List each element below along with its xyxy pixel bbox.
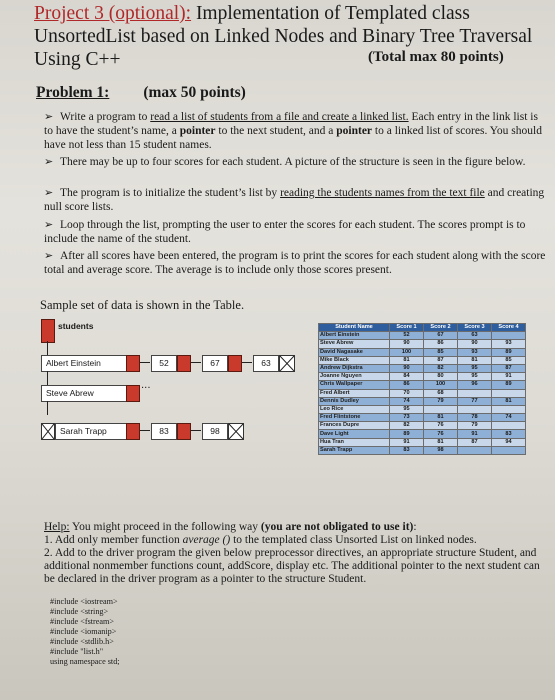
table-row <box>319 414 526 422</box>
code-line: #include <iostream> <box>50 597 118 606</box>
table-header: Score 2 <box>424 324 458 332</box>
connector <box>47 401 48 415</box>
project-title-label: Project 3 (optional): <box>34 3 192 24</box>
score-cell <box>492 405 526 413</box>
student-node <box>41 385 127 402</box>
help-item-1-function: average () <box>182 534 231 546</box>
table-row <box>319 332 526 340</box>
arrow-icon: ➢ <box>44 218 54 231</box>
table-row <box>319 348 526 356</box>
score-cell: 63 <box>458 332 492 340</box>
score-node: 63 <box>253 355 279 372</box>
next-pointer-box <box>228 355 242 372</box>
score-cell: 89 <box>492 348 526 356</box>
score-cell: 85 <box>492 356 526 364</box>
score-cell: 81 <box>458 356 492 364</box>
score-cell: 81 <box>390 356 424 364</box>
score-cell: 52 <box>390 332 424 340</box>
bullet-4-text: Loop through the list, prompting the user to enter the scores for each student. The scores prompt is to include the name of the student. <box>44 219 526 245</box>
code-line: using namespace std; <box>50 657 120 666</box>
help-colon: : <box>413 521 417 533</box>
score-cell: 90 <box>390 364 424 372</box>
bullet-1 <box>44 110 549 152</box>
score-cell: 68 <box>424 389 458 397</box>
project-title-text: Implementation of Templated class UnsortedList based on Linked Nodes and Binary Tree Traversal Using C++ <box>34 3 533 70</box>
problem-heading <box>36 84 246 102</box>
bullet-1-bold-a: pointer <box>179 125 216 137</box>
score-cell: 89 <box>492 381 526 389</box>
score-cell: 90 <box>390 340 424 348</box>
table-header: Score 1 <box>390 324 424 332</box>
help-label: Help: <box>44 521 70 533</box>
score-cell: 67 <box>424 332 458 340</box>
student-name-cell: Sarah Trapp <box>319 446 390 454</box>
student-name-cell: Mike Black <box>319 356 390 364</box>
code-line: #include <fstream> <box>50 617 115 626</box>
table-header: Student Name <box>319 324 390 332</box>
score-cell: 95 <box>390 405 424 413</box>
score-node: 52 <box>151 355 177 372</box>
score-cell <box>424 405 458 413</box>
score-cell: 79 <box>424 397 458 405</box>
score-cell: 85 <box>424 348 458 356</box>
connector <box>242 362 252 363</box>
score-cell: 73 <box>390 414 424 422</box>
table-row <box>319 446 526 454</box>
score-cell: 89 <box>390 430 424 438</box>
help-item-1-post: to the templated class Unsorted List on linked nodes. <box>230 534 477 546</box>
connector <box>140 430 150 431</box>
score-cell <box>492 446 526 454</box>
score-cell <box>492 332 526 340</box>
score-cell: 82 <box>424 364 458 372</box>
score-cell: 76 <box>424 422 458 430</box>
score-cell: 96 <box>458 381 492 389</box>
student-name-cell: Dennis Dudley <box>319 397 390 405</box>
code-block <box>50 597 120 667</box>
help-heading <box>44 521 549 534</box>
score-cell: 70 <box>390 389 424 397</box>
score-cell: 76 <box>424 430 458 438</box>
table-row <box>319 422 526 430</box>
score-cell: 94 <box>492 438 526 446</box>
score-cell: 81 <box>424 438 458 446</box>
table-row <box>319 356 526 364</box>
student-name-cell: Fred Albert <box>319 389 390 397</box>
arrow-icon: ➢ <box>44 110 54 123</box>
score-node: 83 <box>151 423 177 440</box>
table-body <box>319 332 526 455</box>
score-cell <box>458 389 492 397</box>
table-row <box>319 430 526 438</box>
score-cell: 74 <box>492 414 526 422</box>
code-line: #include <string> <box>50 607 109 616</box>
ellipsis-icon: ··· <box>141 383 151 394</box>
arrow-icon: ➢ <box>44 155 54 168</box>
bullet-5-text: After all scores have been entered, the program is to print the scores for each student along with the score total and average score. The average is to include only those scores present. <box>44 250 546 276</box>
score-pointer-box <box>126 355 140 372</box>
student-name-cell: Leo Rice <box>319 405 390 413</box>
null-pointer-icon <box>279 355 295 372</box>
score-cell: 74 <box>390 397 424 405</box>
score-node: 98 <box>202 423 228 440</box>
score-cell: 95 <box>458 364 492 372</box>
student-name-cell: Dave Light <box>319 430 390 438</box>
scores-table <box>318 323 526 455</box>
score-cell: 82 <box>390 422 424 430</box>
connector <box>47 371 48 385</box>
score-pointer-box <box>126 423 140 440</box>
score-cell <box>458 446 492 454</box>
student-node <box>41 355 127 372</box>
bullet-3 <box>44 186 549 214</box>
score-cell: 80 <box>424 373 458 381</box>
student-name-cell: Hua Tran <box>319 438 390 446</box>
bullet-4 <box>44 218 549 246</box>
connector <box>191 430 201 431</box>
help-item-2: 2. Add to the driver program the given below preprocessor directives, an appropriate structure Student, and additional nonmember functions count, addScore, display etc. The additional pointer to the next student can be declared in the driver program as a pointer to the structure Student. <box>44 547 540 585</box>
code-line: #include <stdlib.h> <box>50 637 114 646</box>
table-row <box>319 340 526 348</box>
null-pointer-icon <box>228 423 244 440</box>
head-label: students <box>58 321 94 331</box>
score-cell: 87 <box>458 438 492 446</box>
next-pointer-box <box>177 423 191 440</box>
student-name-cell: Fred Flintstone <box>319 414 390 422</box>
student-name-cell: Albert Einstein <box>319 332 390 340</box>
score-cell: 91 <box>492 373 526 381</box>
table-row <box>319 438 526 446</box>
score-cell: 83 <box>390 446 424 454</box>
help-item-1-pre: 1. Add only member function <box>44 534 183 546</box>
code-line: #include <iomanip> <box>50 627 117 636</box>
student-node-name: Steve Abrew <box>46 388 94 398</box>
student-node-name: Sarah Trapp <box>60 426 107 436</box>
help-section <box>44 521 549 586</box>
null-pointer-icon <box>41 423 55 440</box>
bullet-1-text-c: to the next student, and a <box>215 125 337 137</box>
score-cell: 83 <box>492 430 526 438</box>
help-intro: You might proceed in the following way <box>69 521 261 533</box>
arrow-icon: ➢ <box>44 186 54 199</box>
score-cell: 81 <box>424 414 458 422</box>
bullet-1-underlined: read a list of students from a file and create a linked list. <box>150 111 409 123</box>
problem-label: Problem 1: <box>36 84 110 101</box>
student-node-name: Albert Einstein <box>46 358 101 368</box>
help-bold: (you are not obligated to use it) <box>260 521 414 533</box>
bullet-2 <box>44 155 549 169</box>
connector <box>140 362 150 363</box>
bullet-2-text: There may be up to four scores for each student. A picture of the structure is seen in the figure below. <box>60 156 526 168</box>
bullet-3-text-a: The program is to initialize the student’s list by <box>60 187 281 199</box>
table-row <box>319 381 526 389</box>
bullet-1-text-a: Write a program to <box>60 111 151 123</box>
table-row <box>319 373 526 381</box>
student-name-cell: Joanne Nguyen <box>319 373 390 381</box>
bullet-1-text-d: to a linked list of scores. You should have not less than 15 student names. <box>44 125 542 151</box>
score-cell: 87 <box>424 356 458 364</box>
score-node: 67 <box>202 355 228 372</box>
score-cell: 100 <box>424 381 458 389</box>
bullet-3-text-b: and creating null score lists. <box>44 187 545 213</box>
student-name-cell: Chris Wallpaper <box>319 381 390 389</box>
score-cell: 91 <box>458 430 492 438</box>
score-cell: 100 <box>390 348 424 356</box>
score-cell: 86 <box>390 381 424 389</box>
score-cell: 98 <box>424 446 458 454</box>
arrow-icon: ➢ <box>44 249 54 262</box>
score-cell: 90 <box>458 340 492 348</box>
student-name-cell: Andrew Dijkstra <box>319 364 390 372</box>
score-cell: 95 <box>458 373 492 381</box>
score-cell: 91 <box>390 438 424 446</box>
table-row <box>319 397 526 405</box>
code-line: #include "list.h" <box>50 647 104 656</box>
student-name-cell: David Nagasake <box>319 348 390 356</box>
table-header: Score 4 <box>492 324 526 332</box>
score-pointer-box <box>126 385 140 402</box>
bullet-3-underlined: reading the students names from the text file <box>280 187 485 199</box>
total-points: (Total max 80 points) <box>368 49 504 65</box>
connector <box>191 362 201 363</box>
table-header: Score 3 <box>458 324 492 332</box>
table-row <box>319 364 526 372</box>
score-cell: 77 <box>458 397 492 405</box>
score-cell: 87 <box>492 364 526 372</box>
student-node <box>55 423 127 440</box>
student-name-cell: Frances Dupre <box>319 422 390 430</box>
student-name-cell: Steve Abrew <box>319 340 390 348</box>
problem-points: (max 50 points) <box>143 84 246 101</box>
score-cell <box>458 405 492 413</box>
score-cell: 93 <box>492 340 526 348</box>
sample-caption: Sample set of data is shown in the Table. <box>40 298 245 312</box>
score-cell: 79 <box>458 422 492 430</box>
head-pointer-box <box>41 319 55 343</box>
score-cell: 86 <box>424 340 458 348</box>
score-cell: 84 <box>390 373 424 381</box>
score-cell <box>492 422 526 430</box>
bullet-5 <box>44 249 549 277</box>
table-row <box>319 405 526 413</box>
score-cell <box>492 389 526 397</box>
table-row <box>319 389 526 397</box>
score-cell: 78 <box>458 414 492 422</box>
score-cell: 93 <box>458 348 492 356</box>
next-pointer-box <box>177 355 191 372</box>
connector <box>47 341 48 355</box>
linked-list-diagram <box>41 319 309 449</box>
bullet-1-text-b: Each entry in the link list is to have the student’s name, a <box>44 111 538 137</box>
bullet-1-bold-b: pointer <box>336 125 373 137</box>
help-item-1 <box>44 534 549 547</box>
table-header-row <box>319 324 526 332</box>
score-cell: 81 <box>492 397 526 405</box>
